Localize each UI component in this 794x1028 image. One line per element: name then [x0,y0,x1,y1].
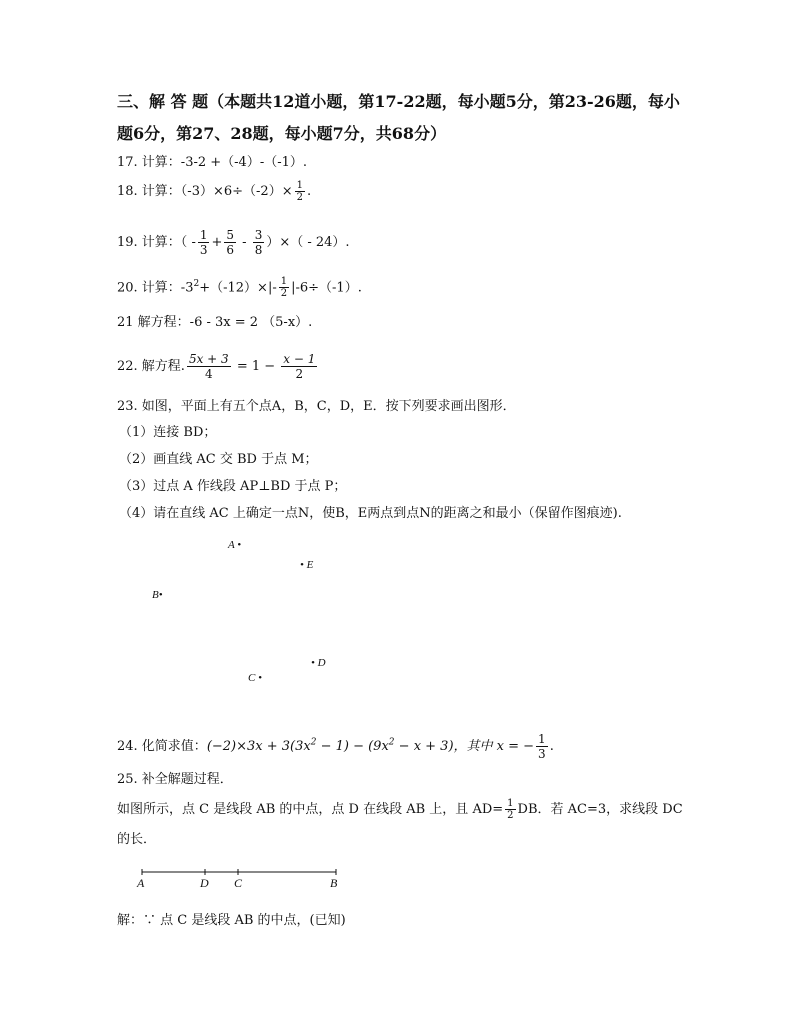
question-22 [117,352,319,381]
q20-exponent: 2 [193,279,200,289]
point-a-label: A [228,539,235,551]
point-c-label: C [248,672,256,684]
q19-frac2 [224,228,236,257]
q19-f3-num: 3 [254,228,263,242]
segment-label-d: D [200,876,209,890]
q19-f1-den: 3 [199,243,208,257]
point-a [228,539,241,551]
q19-f2-num: 5 [226,228,235,242]
question-23-item-2: （2）画直线 AC 交 BD 于点 M； [119,452,318,467]
q18-fraction [295,180,305,203]
q24-expr-part3: − x + 3)，其中 x = − [394,739,535,754]
question-23-item-3: （3）过点 A 作线段 AP⊥BD 于点 P； [119,479,347,494]
question-20 [117,275,362,299]
question-25-statement [117,798,683,821]
q22-right-den: 2 [295,367,304,381]
question-24 [117,732,554,761]
q24-expression [207,739,534,754]
point-e [300,559,313,571]
point-d [311,657,326,669]
q25-den: 2 [507,810,514,821]
q19-f1-num: 1 [199,228,208,242]
question-23-item-4: （4）请在直线 AC 上确定一点N，使B，E两点到点N的距离之和最小（保留作图痕迹). [119,506,622,521]
q20-text: 20. 计算：-3 [117,280,194,296]
q18-num: 1 [296,180,303,191]
q24-num: 1 [538,732,546,746]
q25-fraction [505,798,515,821]
q22-left-den: 4 [205,367,213,381]
q19-text: 19. 计算：（ - [117,235,196,250]
q22-right-num: x − 1 [283,352,316,366]
q19-frac1 [198,228,210,257]
q18-den: 2 [296,192,303,203]
q25-text-start: 如图所示，点 C 是线段 AB 的中点，点 D 在线段 AB 上，且 AD= [117,802,504,817]
q22-left-num: 5x + 3 [188,352,229,366]
q19-plus: + [211,235,223,250]
question-18 [117,180,311,203]
q20-den: 2 [280,288,288,300]
point-e-label: E [306,559,314,571]
q18-end: . [306,184,312,199]
q25-num: 1 [507,798,514,809]
q20-end: |-6÷（-1）. [291,280,362,296]
question-25-statement-line2: 的长． [117,832,157,847]
q19-f2-den: 6 [226,243,235,257]
question-21: 21 解方程：-6 - 3x = 2 （5-x）. [117,315,313,330]
q25-text-end: DB．若 AC=3，求线段 DC [517,802,683,817]
section-heading-line1: 三、解 答 题（本题共12道小题，第17-22题，每小题5分，第23-26题，每小 [117,92,680,111]
q19-frac3 [253,228,265,257]
q19-end: ）×（ - 24）. [266,235,350,250]
q24-text: 24. 化简求值： [117,739,207,754]
question-23-intro: 23. 如图，平面上有五个点A，B，C，D，E．按下列要求画出图形． [117,399,516,414]
point-d-label: D [317,657,326,669]
q19-f3-den: 8 [254,243,263,257]
question-25-solution: 解：∵ 点 C 是线段 AB 的中点，(已知) [117,913,346,928]
question-19 [117,228,350,257]
q24-end: . [549,739,554,754]
q24-exp1: 2 [310,737,317,748]
question-17: 17. 计算：-3-2 +（-4）-（-1）. [117,155,308,170]
point-b [152,589,163,601]
segment-label-b: B [330,876,338,890]
q20-mid: +（-12）×|- [199,280,277,296]
q20-num: 1 [280,276,288,288]
q24-den: 3 [538,747,546,761]
q24-expr-part2: − 1) − (9x [316,739,389,754]
point-a-dot: • [234,539,242,551]
q24-fraction [536,732,548,761]
q22-right-fraction [281,352,317,381]
point-b-label: B [152,589,159,601]
point-e-dot: • [300,559,307,571]
point-c-dot: • [255,672,262,684]
point-b-dot: • [158,589,163,601]
q18-text: 18. 计算：（-3）×6÷（-2）× [117,184,293,199]
q24-exp2: 2 [388,737,395,748]
q19-minus: - [238,235,251,250]
q22-left-fraction [187,352,231,381]
section-heading-line2: 题6分，第27、28题，每小题7分，共68分） [117,124,447,143]
q24-expr-part1: (−2)×3x + 3(3x [206,739,311,754]
q20-fraction [279,276,289,299]
q22-text: 22. 解方程. [117,359,185,374]
segment-label-a: A [137,876,145,890]
point-c [248,672,262,684]
question-23-item-1: （1）连接 BD； [119,425,217,440]
point-d-dot: • [311,657,318,669]
segment-label-c: C [234,876,243,890]
q22-equals: = 1 − [232,359,280,374]
question-25-title: 25. 补全解题过程． [117,772,233,787]
